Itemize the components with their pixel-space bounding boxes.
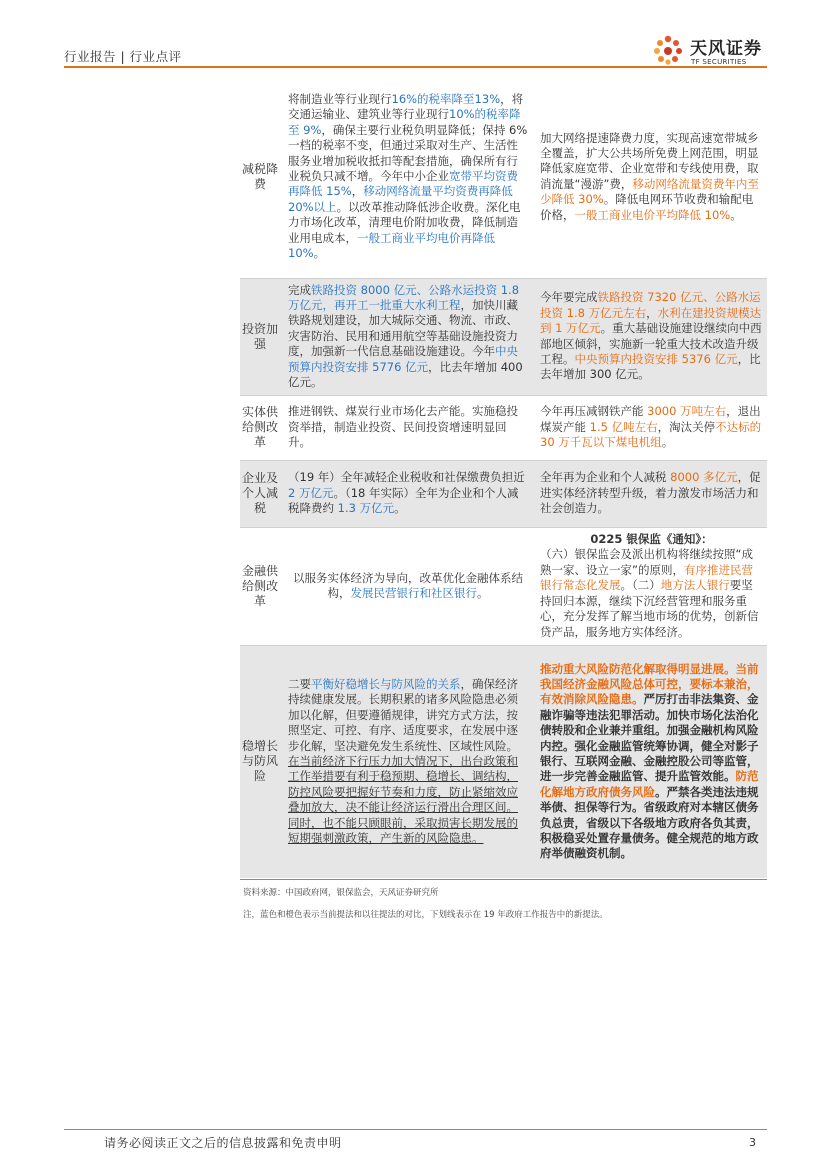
- source-note: 资料来源：中国政府网，银保监会，天风证券研究所: [243, 888, 439, 898]
- row-category-label: 减税降费: [240, 76, 280, 278]
- footer-rule: [64, 1129, 767, 1130]
- table-row-growth-and-risk: [240, 645, 767, 878]
- row-2019-text: 完成铁路投资 8000 亿元、公路水运投资 1.8 万亿元，再开工一批重大水利工程，加快川藏铁路规划建设，加大城际交通、物流、市政、灾害防治、民用和通用航空等基础设施投资力度，加强新一代信息基础设施建设。今年中央预算内投资安排 5776 亿元，比去年增加 400 亿元。: [280, 278, 534, 395]
- row-2020-text: 加大网络提速降费力度，实现高速宽带城乡全覆盖，扩大公共场所免费上网范围，明显降低家庭宽带、企业宽带和专线使用费，取消流量“漫游”费，移动网络流量资费年内至少降低 30%。降低电网环节收费和输配电价格，一般工商业电价平均降低 10%。: [534, 76, 767, 278]
- logo-flower-icon: [649, 32, 687, 70]
- table-row-financial-reform: [240, 527, 767, 645]
- table-bottom-rule: [240, 879, 767, 880]
- row-2019-text: 以服务实体经济为导向，改革优化金融体系结构，发展民营银行和社区银行。: [280, 527, 534, 645]
- page-number: 3: [749, 1136, 756, 1149]
- row-2019-text: 推进钢铁、煤炭行业市场化去产能。实施稳投资举措，制造业投资、民间投资增速明显回升。: [280, 395, 534, 460]
- row-2020-text: 全年再为企业和个人减税 8000 多亿元，促进实体经济转型升级，着力激发市场活力和社会创造力。: [534, 460, 767, 527]
- logo-cn-text: 天风证券: [690, 39, 762, 59]
- row-2020-text: 今年要完成铁路投资 7320 亿元、公路水运投资 1.8 万亿元左右，水利在建投资规模达到 1 万亿元。重大基础设施建设继续向中西部地区倾斜，实施新一轮重大技术改造升级工程。中央预算内投资安排 5376 亿元，比去年增加 300 亿元。: [534, 278, 767, 395]
- logo-en-text: TF SECURITIES: [691, 58, 747, 66]
- header-rule: [64, 66, 767, 68]
- row-category-label: 投资加强: [240, 278, 280, 395]
- row-2020-text: 0225 银保监《通知》： （六）银保监会及派出机构将继续按照“成熟一家、设立一家”的原则，有序推进民营银行常态化发展。（二）地方法人银行要坚持回归本源，继续下沉经营管理和服务重心，充分发挥了解当地市场的优势，创新信贷产品，服务地方实体经济。: [534, 527, 767, 645]
- row-2019-text: （19 年）全年减轻企业税收和社保缴费负担近 2 万亿元。（18 年实际）全年为企业和个人减税降费约 1.3 万亿元。: [280, 460, 534, 527]
- row-category-label: 金融供给侧改革: [240, 527, 280, 645]
- legend-note: 注，蓝色和橙色表示当前提法和以往提法的对比，下划线表示在 19 年政府工作报告中的新提法。: [243, 910, 608, 920]
- row-2019-text: 将制造业等行业现行16%的税率降至13%，将交通运输业、建筑业等行业现行10%的税率降至 9%，确保主要行业税负明显降低；保持 6%一档的税率不变，但通过采取对生产、生活性服务业增加税收抵扣等配套措施，确保所有行业税负只减不增。今年中小企业宽带平均资费再降低 15%，移动网络流量平均资费再降低 20%以上。以改革推动降低涉企收费。深化电力市场化改革，清理电价附加收费，降低制造业用电成本，一般工商业平均电价再降低10%。: [280, 76, 534, 278]
- row-category-label: 企业及个人减税: [240, 460, 280, 527]
- table-row-enterprise-tax-cut: [240, 460, 767, 527]
- policy-comparison-table: [240, 76, 767, 878]
- row-2020-text: 推动重大风险防范化解取得明显进展。当前我国经济金融风险总体可控，要标本兼治，有效消除风险隐患。严厉打击非法集资、金融诈骗等违法犯罪活动。加快市场化法治化债转股和企业兼并重组。加强金融机构风险内控。强化金融监管统筹协调，健全对影子银行、互联网金融、金融控股公司等监管，进一步完善金融监管、提升监管效能。防范化解地方政府债务风险。严禁各类违法违规举债、担保等行为。省级政府对本辖区债务负总责，省级以下各级地方政府各负其责，积极稳妥处置存量债务。健全规范的地方政府举债融资机制。: [534, 645, 767, 878]
- disclaimer-footer: 请务必阅读正文之后的信息披露和免责申明: [104, 1136, 342, 1150]
- table-row-tax-fee-reduction: [240, 76, 767, 278]
- row-2019-text: 二要平衡好稳增长与防风险的关系，确保经济持续健康发展。长期积累的诸多风险隐患必须加以化解，但要遵循规律，讲究方式方法，按照坚定、可控、有序、适度要求，在发展中逐步化解，坚决避免发生系统性、区域性风险。在当前经济下行压力加大情况下，出台政策和工作举措要有利于稳预期、稳增长、调结构，防控风险要把握好节奏和力度，防止紧缩效应叠加放大，决不能让经济运行滑出合理区间。同时，也不能只顾眼前，采取损害长期发展的短期强刺激政策，产生新的风险隐患。: [280, 645, 534, 878]
- row-2020-text: 今年再压减钢铁产能 3000 万吨左右，退出煤炭产能 1.5 亿吨左右，淘汰关停不达标的 30 万千瓦以下煤电机组。: [534, 395, 767, 460]
- table-row-investment: [240, 278, 767, 395]
- table-row-supply-side-reform: [240, 395, 767, 460]
- row-category-label: 实体供给侧改革: [240, 395, 280, 460]
- row-category-label: 稳增长与防风险: [240, 645, 280, 878]
- notice-title: 0225 银保监《通知》：: [590, 532, 713, 547]
- header-label: 行业报告 | 行业点评: [64, 49, 182, 64]
